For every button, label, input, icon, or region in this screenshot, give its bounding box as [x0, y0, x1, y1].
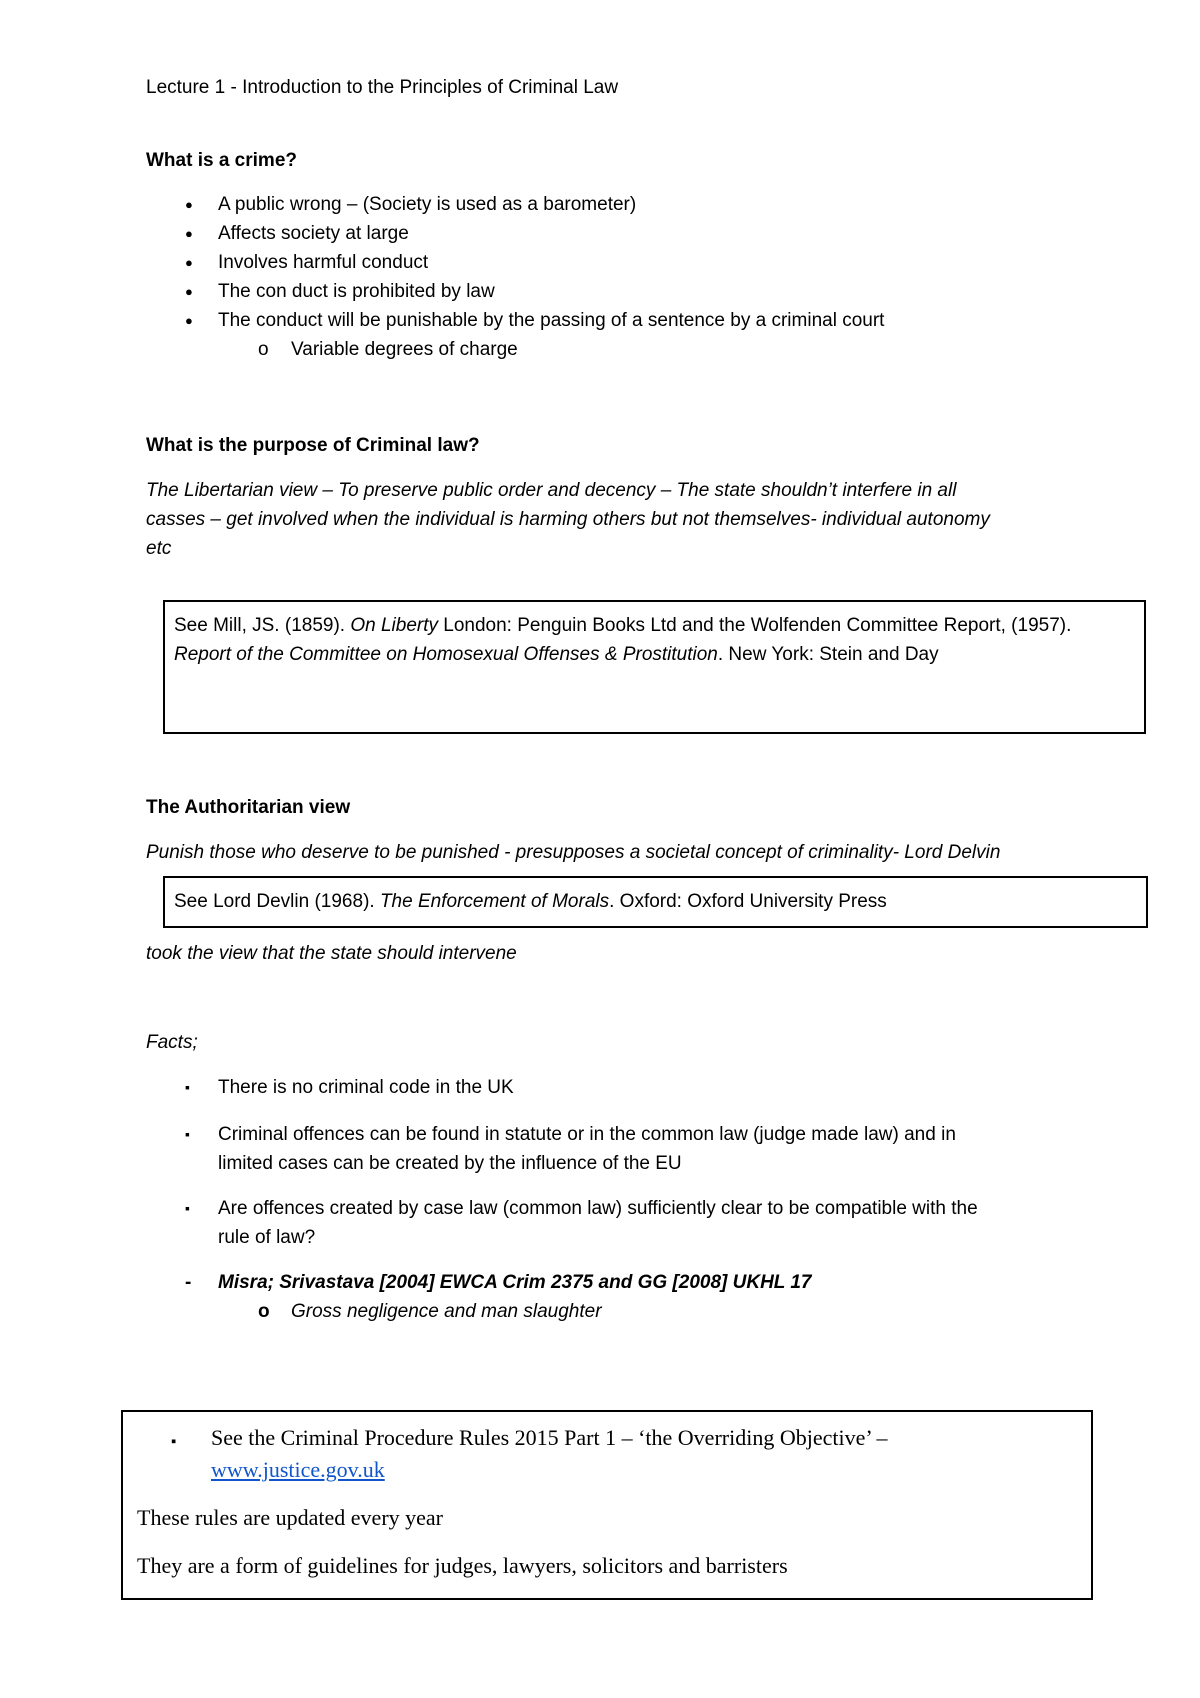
- libertarian-line-2: casses – get involved when the individual is harming others but not themselves- individual autonomy: [146, 509, 990, 530]
- devlin-reference-line: See Lord Devlin (1968). The Enforcement of Morals. Oxford: Oxford University Press: [174, 891, 887, 912]
- bullet-circle-icon: o: [258, 339, 269, 360]
- procedure-rules-box: [121, 1410, 1093, 1600]
- bullet-dot-icon: ●: [185, 255, 193, 270]
- justice-link[interactable]: www.justice.gov.uk: [211, 1457, 385, 1482]
- facts-heading: Facts;: [146, 1032, 198, 1053]
- bullet-dot-icon: ●: [185, 226, 193, 241]
- mill-reference-line-2: Report of the Committee on Homosexual Offenses & Prostitution. New York: Stein and Day: [174, 644, 939, 665]
- rules-updated-line: These rules are updated every year: [137, 1505, 444, 1530]
- bullet-square-icon: ▪: [185, 1200, 190, 1216]
- bullet-dot-icon: ●: [185, 197, 193, 212]
- bullet-square-icon: ▪: [185, 1126, 190, 1142]
- section-heading-authoritarian: The Authoritarian view: [146, 797, 351, 818]
- authoritarian-para: Punish those who deserve to be punished - presupposes a societal concept of criminality- Lord Delvin: [146, 842, 1001, 863]
- bullet-circle-icon: o: [258, 1301, 270, 1322]
- libertarian-line-3: etc: [146, 538, 172, 559]
- bullet-dot-icon: ●: [185, 313, 193, 328]
- mill-reference-line-1: See Mill, JS. (1859). On Liberty London: Penguin Books Ltd and the Wolfenden Committee Report, (1957).: [174, 615, 1072, 636]
- procedure-rules-line: See the Criminal Procedure Rules 2015 Part 1 – ‘the Overriding Objective’ –: [211, 1425, 888, 1450]
- libertarian-line-1: The Libertarian view – To preserve public order and decency – The state shouldn’t interfere in all: [146, 480, 957, 501]
- bullet-square-icon: ▪: [185, 1079, 190, 1095]
- mill-reference-box: [163, 600, 1146, 734]
- section-heading-purpose: What is the purpose of Criminal law?: [146, 435, 480, 456]
- lecture-title: Lecture 1 - Introduction to the Principles of Criminal Law: [146, 77, 619, 98]
- bullet-dot-icon: ●: [185, 284, 193, 299]
- rules-guidelines-line: They are a form of guidelines for judges, lawyers, solicitors and barristers: [137, 1553, 788, 1578]
- devlin-reference-box: [163, 876, 1148, 928]
- bullet-square-icon: ▪: [171, 1434, 177, 1450]
- section-heading-crime: What is a crime?: [146, 150, 297, 171]
- authoritarian-after: took the view that the state should intervene: [146, 943, 517, 964]
- bullet-dash-icon: -: [185, 1272, 192, 1293]
